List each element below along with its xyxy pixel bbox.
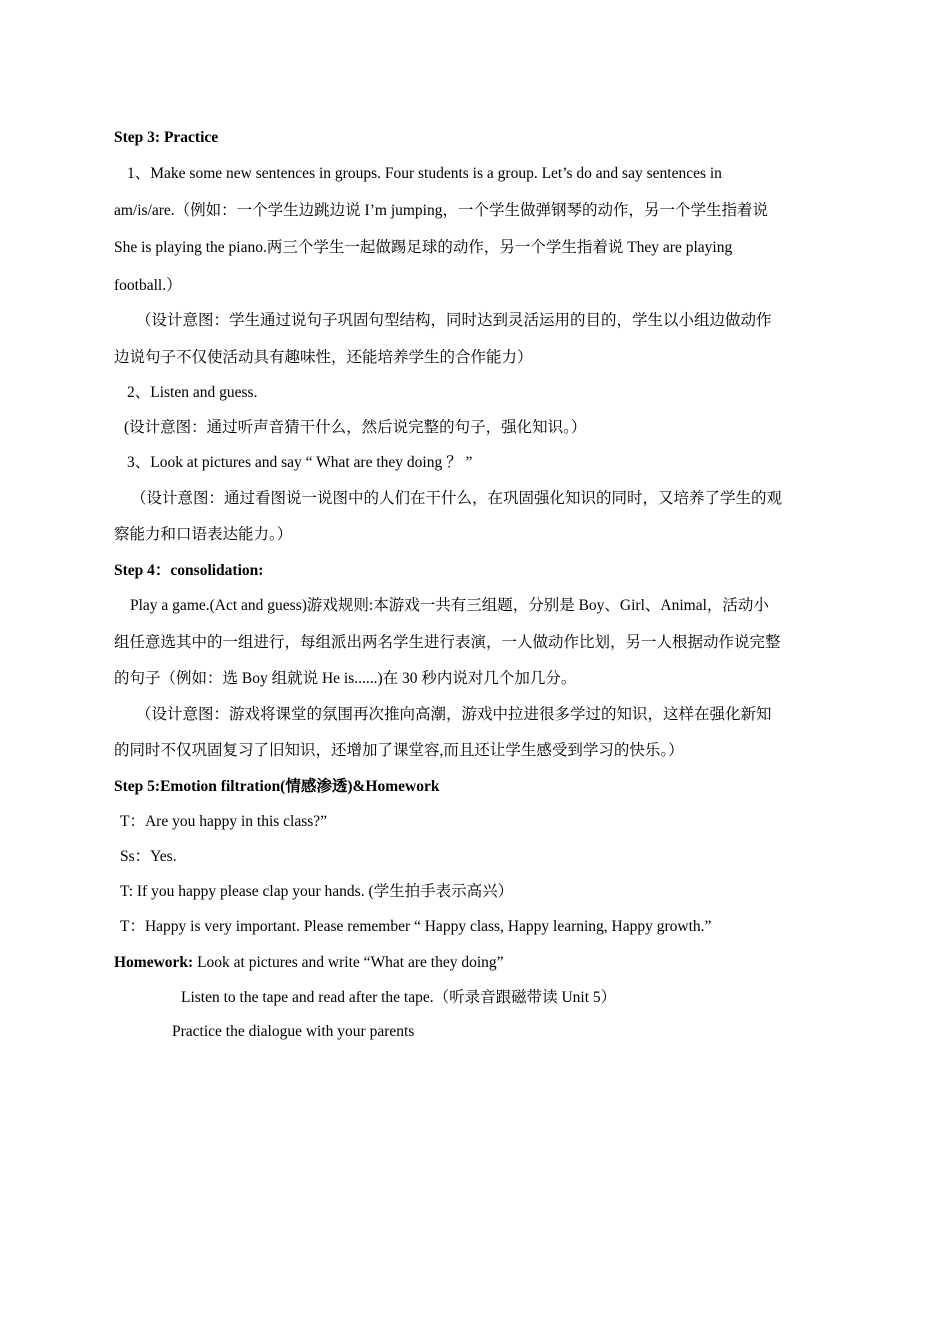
homework-line1 xyxy=(114,953,504,973)
step3-item1-line2: am/is/are.（例如：一个学生边跳边说 I’m jumping，一个学生做弹钢琴的动作，另一个学生指着说 xyxy=(114,202,768,219)
step3-heading: Step 3: Practice xyxy=(114,129,219,146)
step3-item3-design-line1: （设计意图：通过看图说一说图中的人们在干什么，在巩固强化知识的同时，又培养了学生的观 xyxy=(131,490,783,507)
step3-item2-design: (设计意图：通过听声音猜干什么，然后说完整的句子，强化知识。） xyxy=(124,419,587,436)
homework-item1: Look at pictures and write “What are they doing” xyxy=(193,954,504,971)
step3-item3: 3、Look at pictures and say “ What are they doing ？ ” xyxy=(127,454,473,471)
step3-item1-line1: 1、Make some new sentences in groups. Four students is a group. Let’s do and say sentences in xyxy=(127,165,722,182)
step5-dialogue-line: T：Happy is very important. Please remember “ Happy class, Happy learning, Happy growth.” xyxy=(120,918,712,935)
homework-label: Homework: xyxy=(114,954,194,971)
step3-item1-design-line1: （设计意图：学生通过说句子巩固句型结构，同时达到灵活运用的目的，学生以小组边做动作 xyxy=(136,312,772,329)
step5-dialogue-line: T：Are you happy in this class?” xyxy=(120,813,328,830)
step3-item3-design-line2: 察能力和口语表达能力。） xyxy=(114,526,293,543)
step3-item1-line3: She is playing the piano.两三个学生一起做踢足球的动作，另一个学生指着说 They are playing xyxy=(114,239,733,256)
step3-item1-line4: football.） xyxy=(114,277,182,294)
homework-item3: Practice the dialogue with your parents xyxy=(172,1023,415,1040)
step4-design-line2: 的同时不仅巩固复习了旧知识，还增加了课堂容,而且还让学生感受到学习的快乐。） xyxy=(114,742,684,759)
step4-line2: 组任意选其中的一组进行，每组派出两名学生进行表演，一人做动作比划，另一人根据动作说完整 xyxy=(114,634,781,651)
step5-dialogue-line: T: If you happy please clap your hands. (学生拍手表示高兴） xyxy=(120,883,514,900)
step4-line3: 的句子（例如：选 Boy 组就说 He is......)在 30 秒内说对几个加几分。 xyxy=(114,670,577,687)
step3-item1-design-line2: 边说句子不仅使活动具有趣味性，还能培养学生的合作能力） xyxy=(114,349,533,366)
step4-design-line1: （设计意图：游戏将课堂的氛围再次推向高潮，游戏中拉进很多学过的知识，这样在强化新知 xyxy=(136,706,772,723)
homework-item2: Listen to the tape and read after the tape.（听录音跟磁带读 Unit 5） xyxy=(181,989,617,1006)
step5-heading: Step 5:Emotion filtration(情感渗透)&Homework xyxy=(114,778,440,795)
step4-heading: Step 4：consolidation: xyxy=(114,562,264,579)
step4-line1: Play a game.(Act and guess)游戏规则:本游戏一共有三组题，分别是 Boy、Girl、Animal，活动小 xyxy=(130,597,769,614)
step5-dialogue-line: Ss：Yes. xyxy=(120,848,177,865)
step3-item2: 2、Listen and guess. xyxy=(127,384,258,401)
